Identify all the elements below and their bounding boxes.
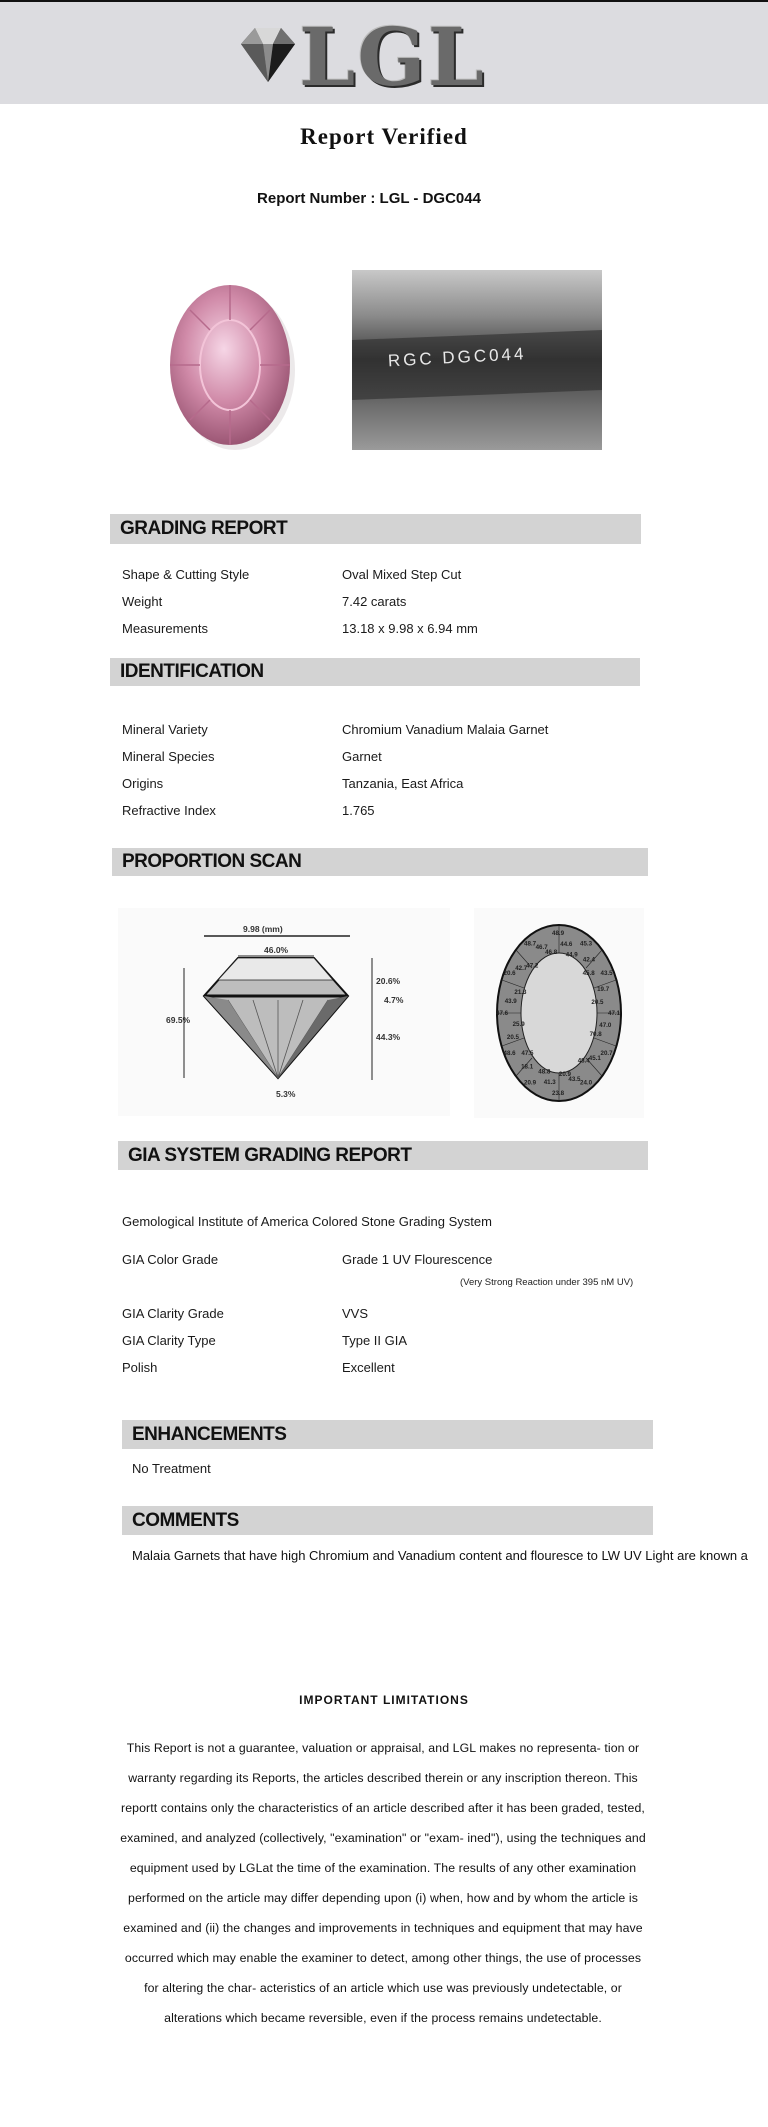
row-label: GIA Clarity Type: [122, 1333, 216, 1348]
label-crown: 20.6%: [376, 976, 401, 986]
row-label: Refractive Index: [122, 803, 216, 818]
diamond-icon: [233, 20, 303, 90]
row-label: Mineral Variety: [122, 722, 208, 737]
facet-label: 44.6: [560, 941, 573, 949]
row-label: Weight: [122, 594, 163, 609]
facet-label: 45.8: [582, 970, 595, 978]
header-banner: [0, 2, 768, 104]
comments-text: Malaia Garnets that have high Chromium and Vanadium content and flouresce to LW UV Light are known a: [132, 1548, 748, 1563]
grading-report-heading: GRADING REPORT: [110, 514, 641, 544]
limitations-text: This Report is not a guarantee, valuation or appraisal, and LGL makes no representa- tion or warranty regarding its Reports, the articles described therein or any inscription thereon. This reportt contains only the characteristics of an article described after it has been graded, tested, examined, and analyzed (collectively, "examination" or "exam- ined"), using the techniques and equipment used by LGLat the time of the examination. The results of any other examination performed on the article may differ depending upon (i) when, how and by whom the article is examined and (ii) the changes and improvements in techniques and equipment that may have occurred which may enable the examiner to detect, among other things, the use of processes for altering the char- acteristics of an article which use was previously undetectable, or alterations which became reversible, even if the process remains undetectable.: [120, 1741, 646, 2025]
label-table: 46.0%: [264, 945, 289, 955]
facet-label: 20.7: [600, 1050, 613, 1057]
facet-label: 44.9: [565, 951, 578, 959]
facet-label: 47.5: [521, 1049, 534, 1057]
side-profile-diagram: [118, 908, 450, 1116]
label-total-depth: 69.5%: [166, 1015, 191, 1025]
logo-text: LGL: [299, 10, 486, 104]
gia-subtitle: Gemological Institute of America Colored Stone Grading System: [122, 1214, 492, 1229]
facet-label: 47.1: [608, 1010, 621, 1017]
row-value: Oval Mixed Step Cut: [342, 567, 462, 582]
label-girdle: 4.7%: [384, 995, 404, 1005]
row-label: GIA Color Grade: [122, 1252, 219, 1267]
proportion-scan-heading: PROPORTION SCAN: [112, 848, 648, 876]
facet-label: 18.1: [521, 1063, 534, 1071]
facet-label: 41.3: [543, 1078, 556, 1086]
facet-label: 45.1: [588, 1055, 601, 1062]
row-label: Polish: [122, 1360, 158, 1375]
facet-label: 21.3: [514, 988, 527, 996]
facet-label: 42.7: [515, 965, 528, 972]
facet-label: 48.4: [577, 1057, 590, 1065]
row-value: Excellent: [342, 1360, 395, 1375]
row-label: Origins: [122, 776, 164, 791]
limitations-title: IMPORTANT LIMITATIONS: [299, 1693, 469, 1707]
facet-label: 42.4: [582, 956, 595, 964]
label-width: 9.98 (mm): [243, 924, 283, 934]
facet-label: 20.5: [591, 999, 604, 1007]
page-title: Report Verified: [300, 124, 468, 149]
color-grade-note: (Very Strong Reaction under 395 nM UV): [460, 1277, 634, 1288]
row-value: Type II GIA: [342, 1333, 408, 1348]
inscription-photo: [352, 270, 602, 450]
facet-label: 23.8: [552, 1090, 565, 1097]
row-label: Shape & Cutting Style: [122, 567, 250, 582]
row-label: GIA Clarity Grade: [122, 1306, 224, 1321]
gia-system-heading: GIA SYSTEM GRADING REPORT: [118, 1141, 648, 1170]
facet-label: 47.2: [526, 962, 539, 970]
facet-label: 48.9: [552, 930, 565, 937]
facet-label: 24.0: [580, 1079, 593, 1087]
top-view-diagram: [474, 908, 644, 1118]
facet-label: 20.9: [524, 1079, 537, 1087]
enhancements-text: No Treatment: [132, 1461, 211, 1476]
inscription-text: RGC DGC044: [387, 344, 527, 371]
row-value: Grade 1 UV Flourescence: [342, 1252, 493, 1267]
facet-label: 19.7: [597, 986, 610, 994]
facet-label: 43.5: [568, 1075, 581, 1083]
row-value: VVS: [342, 1306, 369, 1321]
enhancements-heading: ENHANCEMENTS: [122, 1420, 653, 1449]
label-pavilion: 44.3%: [376, 1032, 401, 1042]
row-label: Mineral Species: [122, 749, 215, 764]
facet-label: 70.8: [589, 1031, 602, 1039]
gem-photo: [135, 270, 325, 460]
facet-label: 48.7: [524, 940, 537, 948]
facet-label: 46.7: [535, 944, 548, 952]
label-culet: 5.3%: [276, 1089, 296, 1099]
row-label: Measurements: [122, 621, 208, 636]
row-value: Garnet: [342, 749, 382, 764]
facet-label: 46.8: [545, 948, 558, 956]
facet-label: 43.5: [600, 970, 613, 977]
row-value: 13.18 x 9.98 x 6.94 mm: [342, 621, 478, 636]
facet-label: 45.3: [580, 940, 593, 948]
report-number: Report Number : LGL - DGC044: [257, 190, 481, 207]
facet-label: 20.6: [503, 970, 516, 977]
identification-heading: IDENTIFICATION: [110, 658, 640, 686]
facet-label: 20.9: [558, 1071, 571, 1079]
facet-label: 48.6: [503, 1050, 516, 1057]
facet-label: 25.9: [512, 1020, 525, 1028]
facet-label: 47.0: [599, 1022, 612, 1030]
comments-heading: COMMENTS: [122, 1506, 653, 1535]
facet-label: 47.6: [496, 1010, 509, 1017]
row-value: 7.42 carats: [342, 594, 407, 609]
row-value: Chromium Vanadium Malaia Garnet: [342, 722, 549, 737]
facet-label: 20.5: [506, 1033, 519, 1041]
facet-label: 48.8: [538, 1068, 551, 1076]
row-value: Tanzania, East Africa: [342, 776, 464, 791]
row-value: 1.765: [342, 803, 375, 818]
lgl-logo[interactable]: [233, 10, 493, 104]
facet-label: 43.9: [504, 997, 517, 1005]
